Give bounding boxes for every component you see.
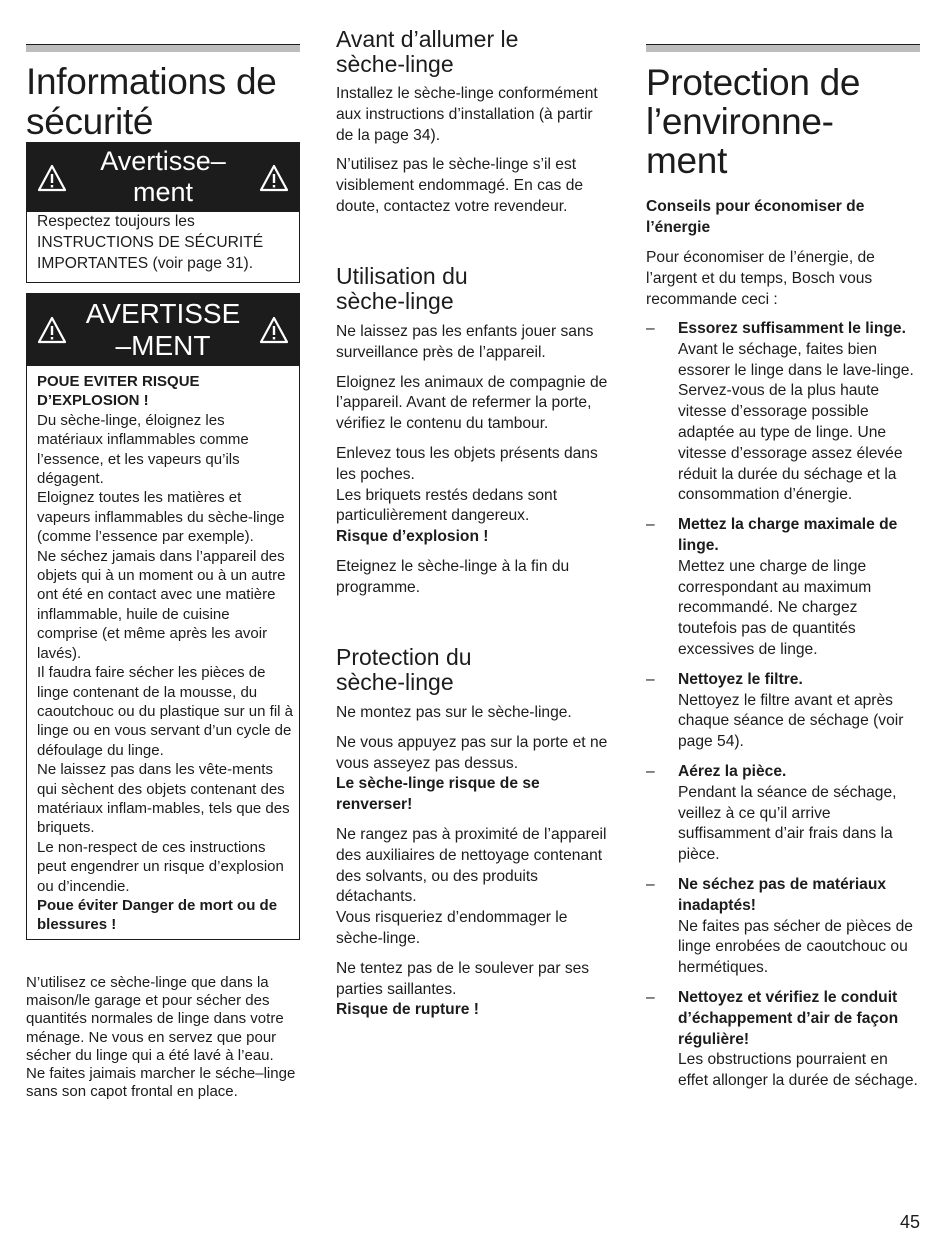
- section-paragraph: Ne tentez pas de le soulever par ses parties saillantes.: [336, 959, 590, 998]
- energy-tips-subheading: Conseils pour économiser de l’énergie: [646, 198, 865, 236]
- energy-tip-text: Nettoyez le filtre avant et après chaque séance de séchage (voir page 54).: [678, 691, 904, 751]
- dash-bullet: –: [646, 320, 655, 337]
- usage-notes: [26, 974, 298, 1101]
- section-dryer-protection: [336, 645, 614, 1021]
- warning-paragraph: Le non-respect de ces instructions peut engendrer un risque d’explosion ou d’incendie.: [37, 838, 284, 895]
- energy-tips-intro: Pour économiser de l’énergie, de l’argent et du temps, Bosch vous recommande ceci :: [646, 249, 875, 308]
- section-paragraph: N’utilisez pas le sèche-linge s’il est visiblement endommagé. En cas de doute, contactez votre revendeur.: [336, 156, 584, 215]
- top-rule-left: [26, 44, 300, 52]
- energy-tip: [646, 988, 920, 1092]
- warning-lead: POUE EVITER RISQUE D’EXPLOSION !: [37, 373, 200, 410]
- dash-bullet: –: [646, 988, 655, 1006]
- dash-bullet: –: [646, 875, 655, 893]
- section-paragraph: Ne rangez pas à proximité de l’appareil des auxiliaires de nettoyage contenant des solvants, ou des produits détachants.: [336, 825, 607, 906]
- environment-title-line2: l’environne-: [646, 101, 834, 142]
- section-paragraph: Vous risqueriez d’endommager le sèche-linge.: [336, 909, 568, 947]
- dash-bullet: –: [646, 516, 655, 534]
- energy-tip: [646, 515, 920, 661]
- warning-box-general: [26, 142, 300, 283]
- warning-paragraph: Eloignez toutes les matières et vapeurs inflammables du sèche-linge (comme l’essence par exemple).: [37, 489, 285, 546]
- dash-bullet: –: [646, 670, 655, 688]
- environment-title-line3: ment: [646, 140, 728, 181]
- warning-paragraph: Ne séchez jamais dans l’appareil des objets qui à un moment ou à un autre ont été en contact avec une matière inflammable, huile de cuisine comprise (et même après les avoir lavés).: [37, 547, 286, 662]
- energy-tip: [646, 670, 920, 753]
- section-paragraph: Ne laissez pas les enfants jouer sans surveillance près de l’appareil.: [336, 323, 594, 361]
- section-paragraph: Les briquets restés dedans sont particulièrement dangereux.: [336, 486, 558, 525]
- environment-title-line1: Protection de: [646, 62, 861, 103]
- warning-tail: Poue éviter Danger de mort ou de blessures !: [37, 896, 278, 934]
- section-usage: [336, 264, 614, 599]
- energy-tip: [646, 319, 920, 506]
- section-paragraph: Installez le sèche-linge conformément aux instructions d’installation (à partir de la page 34).: [336, 85, 598, 144]
- energy-tip-title: Ne séchez pas de matériaux inadaptés!: [678, 875, 887, 914]
- energy-tip-title: Essorez suffisamment le linge.: [678, 320, 906, 337]
- usage-paragraph: N’utilisez ce sèche-linge que dans la maison/le garage et pour sécher des quantités normales de linge dans votre ménage. Ne vous en servez que pour sécher du linge qui a été lavé à l’eau.: [26, 974, 284, 1064]
- warning-triangle-icon: [259, 316, 289, 344]
- warning-paragraph: Il faudra faire sécher les pièces de linge contenant de la mousse, du caoutchouc ou du plastique sur un fil à linge ou en vous servant d’un cycle de défoulage du linge.: [37, 664, 294, 759]
- energy-tip-text: Pendant la séance de séchage, veillez à ce qu’il arrive suffisamment d’air frais dans la pièce.: [678, 783, 897, 864]
- warning-heading-line2: –MENT: [115, 330, 211, 361]
- energy-tip-text: Ne faites pas sécher de pièces de linge enrobées de caoutchouc ou hermétiques.: [678, 917, 913, 977]
- warning-box-explosion: [26, 293, 300, 940]
- section-heading: Avant d’allumer le sèche-linge: [336, 26, 519, 77]
- energy-tip: [646, 875, 920, 979]
- warning-triangle-icon: [259, 164, 289, 192]
- energy-tip-text: Les obstructions pourraient en effet allonger la durée de séchage.: [678, 1051, 918, 1090]
- tip-over-warning: Le sèche-linge risque de se renverser!: [336, 775, 540, 814]
- section-heading: Utilisation du sèche-linge: [336, 263, 468, 314]
- warning-heading-line1: Avertisse–: [100, 146, 226, 176]
- energy-tip-text: Mettez une charge de linge correspondant au maximum recommandé. Ne chargez toutefois pas de quantités excessives de linge.: [678, 557, 872, 658]
- section-before-use: [336, 27, 614, 218]
- section-paragraph: Eteignez le sèche-linge à la fin du programme.: [336, 557, 570, 596]
- warning-triangle-icon: [37, 164, 67, 192]
- warning-box-explosion-header: [27, 294, 299, 366]
- safety-title: Informations de sécurité: [26, 61, 277, 142]
- breakage-warning: Risque de rupture !: [336, 1001, 479, 1019]
- top-rule-right: [646, 44, 920, 52]
- warning-heading-line1: AVERTISSE: [85, 298, 241, 329]
- section-paragraph: Ne vous appuyez pas sur la porte et ne vous asseyez pas dessus.: [336, 733, 608, 772]
- section-paragraph: Ne montez pas sur le sèche-linge.: [336, 704, 572, 721]
- section-paragraph: Enlevez tous les objets présents dans les poches.: [336, 444, 598, 483]
- warning-heading-line2: ment: [132, 177, 194, 207]
- energy-tip-title: Aérez la pièce.: [678, 762, 787, 780]
- usage-paragraph: Ne faites jaimais marcher le séche–linge sans son capot frontal en place.: [26, 1065, 296, 1101]
- environment-title: [646, 63, 920, 180]
- section-heading: Protection du sèche-linge: [336, 644, 472, 695]
- warning-text: Respectez toujours les INSTRUCTIONS DE SÉCURITÉ IMPORTANTES (voir page 31).: [37, 213, 264, 272]
- energy-tip-title: Nettoyez et vérifiez le conduit d’échappement d’air de façon régulière!: [678, 988, 899, 1048]
- warning-box-explosion-body: [27, 366, 299, 939]
- energy-tip-text: Avant le séchage, faites bien essorer le linge dans le lave-linge. Servez-vous de la plus haute vitesse d’essorage possible adaptée au type de linge. Une vitesse d’essorage assez élevée réduit la durée du séchage et la consommation d’énergie.: [678, 340, 914, 504]
- energy-tip-title: Mettez la charge maximale de linge.: [678, 516, 898, 554]
- energy-tip: [646, 762, 920, 866]
- section-paragraph: Eloignez les animaux de compagnie de l’appareil. Avant de refermer la porte, vérifiez le contenu du tambour.: [336, 373, 608, 433]
- risk-explosion-warning: Risque d’explosion !: [336, 528, 489, 546]
- dash-bullet: –: [646, 762, 655, 780]
- warning-box-general-header: [27, 143, 299, 212]
- warning-paragraph: Du sèche-linge, éloignez les matériaux inflammables comme l’essence, et les vapeurs qu’ils dégagent.: [37, 411, 249, 488]
- energy-tip-title: Nettoyez le filtre.: [678, 670, 803, 688]
- warning-box-general-body: [27, 212, 299, 282]
- warning-triangle-icon: [37, 316, 67, 344]
- energy-tips-list: [646, 319, 920, 1092]
- page-number: 45: [899, 1212, 920, 1232]
- warning-paragraph: Ne laissez pas dans les vête-ments qui sèchent des objets contenant des matériaux inflam-mables, tels que des briquets.: [37, 761, 290, 837]
